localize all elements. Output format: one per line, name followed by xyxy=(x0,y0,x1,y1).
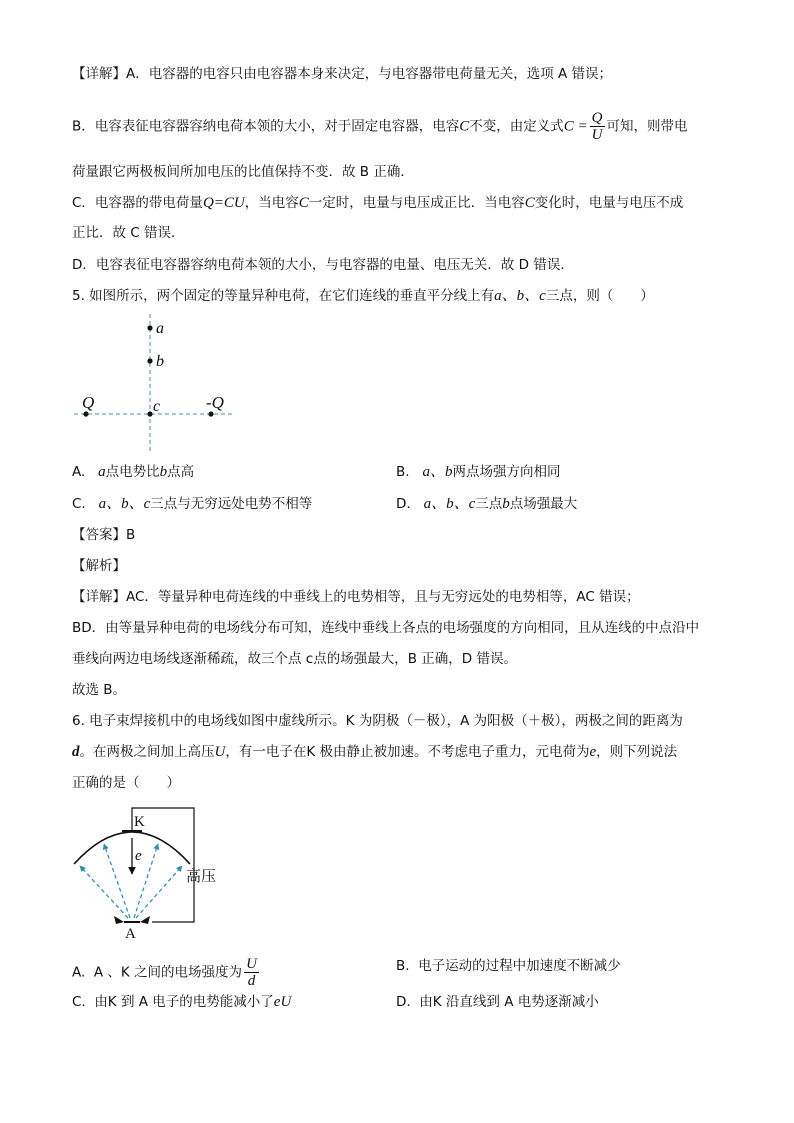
label-k: K xyxy=(134,814,145,830)
anode-right-tip xyxy=(140,916,150,924)
capacitance-fraction: $\frac{Q}{U}$ xyxy=(591,110,603,143)
q6-stem-1: 6. 电子束焊接机中的电场线如图中虚线所示。K 为阴极（－极），A 为阳极（＋极），两极之间的距离为 xyxy=(72,713,683,729)
q6-option-d[interactable]: D. 由K 沿直线到 A 电势逐渐减小 xyxy=(396,994,599,1010)
q5-stem: 5. 如图所示，两个固定的等量异种电荷，在它们连线的垂直平分线上有a、b、c三点，则（ ） xyxy=(72,288,654,304)
q5-option-c[interactable]: C. a、b、c三点与无穷远处电势不相等 xyxy=(72,496,313,512)
point-c-dot xyxy=(147,411,152,416)
field-strength-fraction: $\frac{U}{d}$ xyxy=(246,956,257,989)
q6-stem-2: d。在两极之间加上高压U，有一电子在K 极由静止被加速。不考虑电子重力，元电荷为e，则下列说法 xyxy=(72,744,678,760)
q5-detail-2: BD．由等量异种电荷的电场线分布可知，连线中垂线上各点的电场强度的方向相同，且从连线的中点沿中 xyxy=(72,620,700,636)
q6-option-b[interactable]: B. 电子运动的过程中加速度不断减少 xyxy=(396,958,621,974)
label-a-anode: A xyxy=(125,926,136,942)
point-a-dot xyxy=(147,325,152,330)
q5-charge-figure xyxy=(70,312,240,454)
label-e: e xyxy=(135,848,142,864)
q6-option-a[interactable]: A. A 、K 之间的电场强度为 $\frac{U}{d}$ xyxy=(72,956,257,989)
q4-detail-c-line2: 正比．故 C 错误． xyxy=(72,225,185,241)
q6-option-c[interactable]: C. 由K 到 A 电子的电势能减小了eU xyxy=(72,994,292,1010)
q4-detail-b-line2: 荷量跟它两极板间所加电压的比值保持不变．故 B 正确． xyxy=(72,164,414,180)
label-high-voltage: 高压 xyxy=(186,869,217,885)
q5-option-d[interactable]: D. a、b、c三点b点场强最大 xyxy=(396,496,578,512)
charge-negative-dot xyxy=(208,411,213,416)
q5-detail-3: 垂线向两边电场线逐渐稀疏，故三个点 c点的场强最大，B 正确，D 错误。 xyxy=(72,651,517,667)
label-q-positive: Q xyxy=(82,393,95,412)
q4-detail-a: 【详解】A．电容器的电容只由电容器本身来决定，与电容器带电荷量无关，选项 A 错误； xyxy=(72,66,613,82)
q6-electron-beam-figure xyxy=(68,802,228,942)
q5-conclusion: 故选 B。 xyxy=(72,682,127,698)
q5-option-b[interactable]: B. a、b两点场强方向相同 xyxy=(396,464,561,480)
label-q-negative: -Q xyxy=(206,393,224,412)
q5-option-a[interactable]: A. a点电势比b点高 xyxy=(72,464,195,480)
q5-answer: 【答案】B xyxy=(72,527,136,543)
label-a: a xyxy=(156,320,164,337)
field-line xyxy=(136,866,182,918)
label-b: b xyxy=(156,353,164,370)
anode-left-tip xyxy=(114,916,124,924)
q5-detail-1: 【详解】AC．等量异种电荷连线的中垂线上的电势相等，且与无穷远处的电势相等，AC 错误； xyxy=(72,589,640,605)
q4-detail-b: B．电容表征电容器容纳电荷本领的大小，对于固定电容器，电容C不变，由定义式C = $\frac{Q}{U}$ 可知，则带电 xyxy=(72,110,688,143)
q5-analysis-label: 【解析】 xyxy=(72,558,126,574)
charge-positive-dot xyxy=(83,411,88,416)
label-c: c xyxy=(153,398,161,415)
field-line xyxy=(80,866,128,918)
q4-detail-d: D．电容表征电容器容纳电荷本领的大小，与电容器的电量、电压无关．故 D 错误． xyxy=(72,257,574,273)
q6-stem-3: 正确的是（ ） xyxy=(72,775,180,791)
point-b-dot xyxy=(147,358,152,363)
q4-detail-c: C．电容器的带电荷量Q=CU，当电容C一定时，电量与电压成正比．当电容C变化时，电量与电压不成 xyxy=(72,195,684,211)
